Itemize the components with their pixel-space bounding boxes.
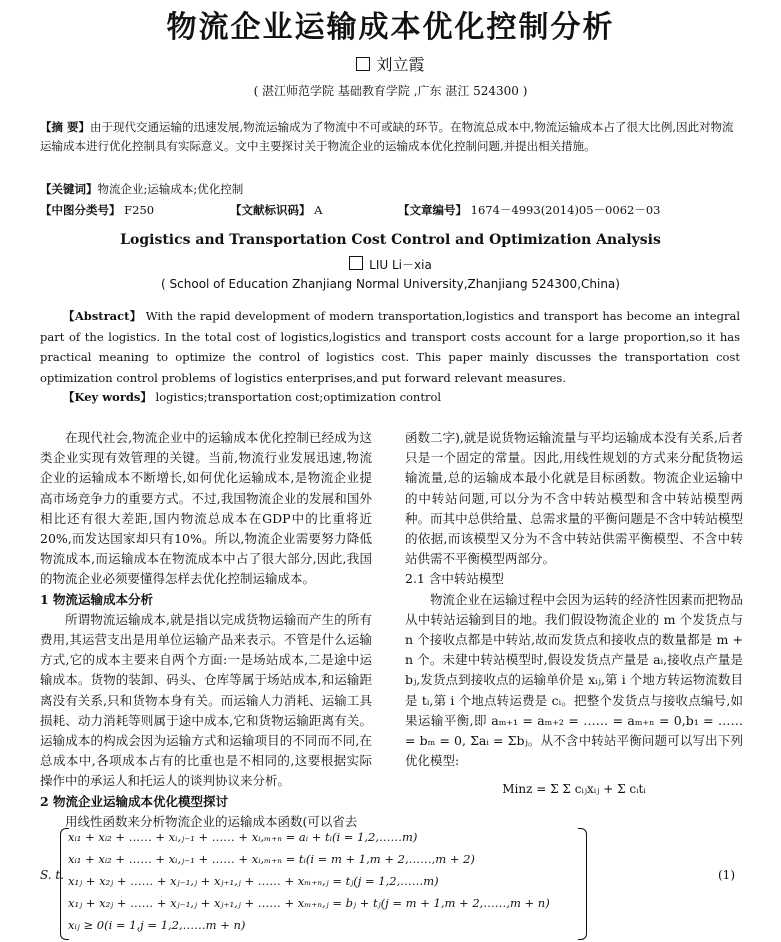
constraint-line: x₁ⱼ + x₂ⱼ + …… + xⱼ₋₁,ⱼ + xⱼ₊₁,ⱼ + …… + xₘ₊ₙ,ⱼ = bⱼ + tⱼ(j = m + 1,m + 2,……,m + n) bbox=[68, 896, 550, 910]
clc-label: 【中图分类号】 bbox=[40, 203, 121, 217]
paper-title: 物流企业运输成本优化控制分析 bbox=[166, 10, 615, 45]
affiliation: ( 湛江师范学院 基础教育学院 ,广东 湛江 524300 ) bbox=[253, 84, 528, 98]
english-author: LIU Li－xia bbox=[369, 258, 432, 272]
keywords-en-text: logistics;transportation cost;optimization control bbox=[155, 390, 442, 404]
article-no-label: 【文章编号】 bbox=[398, 203, 467, 217]
constraint-line: xᵢ₁ + xᵢ₂ + …… + xᵢ,ⱼ₋₁ + …… + xᵢ,ₘ₊ₙ = aᵢ + tᵢ(i = 1,2,……m) bbox=[68, 830, 418, 844]
doc-code-value: A bbox=[314, 203, 323, 217]
right-brace bbox=[578, 828, 587, 940]
constraint-line: xᵢ₁ + xᵢ₂ + …… + xᵢ,ⱼ₋₁ + …… + xᵢ,ₘ₊ₙ = tᵢ(i = m + 1,m + 2,……,m + 2) bbox=[68, 852, 475, 866]
constraint-line: xᵢⱼ ≥ 0(i = 1,j = 1,2,……m + n) bbox=[68, 918, 246, 932]
article-no-value: 1674－4993(2014)05－0062－03 bbox=[470, 203, 661, 217]
classification-row bbox=[40, 202, 740, 218]
keywords-en bbox=[40, 388, 740, 407]
abstract-en-label: 【Abstract】 bbox=[63, 309, 142, 323]
article-no-field bbox=[398, 202, 660, 218]
clc-value: F250 bbox=[124, 203, 155, 217]
english-title: Logistics and Transportation Cost Control and Optimization Analysis bbox=[120, 232, 661, 248]
section-2-heading: 2 物流企业运输成本优化模型探讨 bbox=[40, 793, 229, 809]
abstract-en-text: With the rapid development of modern transportation,logistics and transport has become an integral part of the logistics. In the total cost of logistics,logistics and transport costs account for a large proportion,so it has practical meaning to optimize the control of logistics cost. This paper mainly discusses the transportation cost optimization control problems of logistics enterprises,and put forward relevant measures. bbox=[40, 309, 740, 385]
english-author-line bbox=[0, 256, 781, 273]
clc-field bbox=[40, 202, 230, 218]
intro-paragraph: 在现代社会,物流企业中的运输成本优化控制已经成为这类企业实现有效管理的关键。当前,物流行业发展迅速,物流企业的运输成本不断增长,如何优化运输成本,是物流企业提高市场竞争力的重要方式。不过,我国物流企业的发展和国外相比还有很大差距,国内物流总成本在GDP中的比重将近20%,而发达国家却只有10%。所以,物流企业需要努力降低物流成本,而运输成本在物流成本中占了很大部分,因此,我国的物流企业必须要懂得怎样去优化控制运输成本。 bbox=[40, 430, 372, 587]
author-marker-box bbox=[356, 57, 370, 71]
abstract-cn-label: 【摘 要】 bbox=[40, 120, 91, 134]
keywords-cn bbox=[40, 180, 740, 199]
continued-paragraph: 函数二字),就是说货物运输流量与平均运输成本没有关系,后者只是一个固定的常量。因此,用线性规划的方式来分配货物运输流量,总的运输成本最小化就是目标函数。物流企业运输中的中转站问题,可以分为不含中转站模型和含中转站模型两种。而其中总供给量、总需求量的平衡问题是不含中转站模型的依据,而该模型又分为不含中转站供需平衡模型、不含中转站供需不平衡模型两部分。 bbox=[405, 430, 743, 567]
section-2-1-paragraph: 物流企业在运输过程中会因为运转的经济性因素而把物品从中转站运输到目的地。我们假设物流企业的 m 个发货点与 n 个接收点都是中转站,故而发货点和接收点的数量都是 m + n 个。未建中转站模型时,假设发货点产量是 aᵢ,接收点产量是 bⱼ,发货点到接收点的运输单价是 xᵢⱼ,第 i 个地方转运物流数目是 tᵢ,第 i 个地点转运费是 cᵢ。把整个发货点与接收点编号,如果运输平衡,即 aₘ₊₁ = aₘ₊₂ = …… = aₘ₊ₙ = 0,b₁ = …… = bₘ = 0, Σaᵢ = Σbⱼ。从不含中转站平衡问题可以写出下列优化模型: bbox=[405, 591, 743, 769]
doc-code-field bbox=[230, 202, 398, 218]
english-affiliation: ( School of Education Zhanjiang Normal University,Zhanjiang 524300,China) bbox=[161, 277, 620, 291]
equation-number: (1) bbox=[718, 868, 735, 882]
constraint-system bbox=[68, 826, 550, 936]
english-author-marker-box bbox=[349, 256, 363, 270]
section-1-paragraph: 所谓物流运输成本,就是指以完成货物运输而产生的所有费用,其运营支出是用单位运输产品来表示。不管是什么运输方式,它的成本主要来自两个方面:一是场站成本,二是途中运输成本。货物的装卸、码头、仓库等属于场站成本,和运输距离没有关系,只和货物本身有关。而运输人力消耗、运输工具损耗、动力消耗等则属于途中成本,它和货物运输距离有关。运输成本的构成会因为运输方式和运输项目的不同而不同,在总成本中,各项成本占有的比重也是不相同的,这要根据实际操作中的承运人和托运人的谈判协议来分析。 bbox=[40, 611, 372, 789]
abstract-cn bbox=[40, 118, 740, 156]
section-2-paragraph-start: 用线性函数来分析物流企业的运输成本函数(可以省去 bbox=[65, 813, 358, 829]
body-left-column bbox=[40, 428, 372, 832]
author-name: 刘立霞 bbox=[376, 55, 425, 74]
keywords-cn-label: 【关键词】 bbox=[40, 182, 98, 196]
author-line bbox=[0, 52, 781, 75]
st-label: S. t. bbox=[40, 868, 65, 882]
objective-function: Minz = Σ Σ cᵢⱼxᵢⱼ + Σ cᵢtᵢ bbox=[502, 782, 646, 797]
keywords-cn-text: 物流企业;运输成本;优化控制 bbox=[97, 182, 244, 196]
abstract-en bbox=[40, 306, 740, 388]
abstract-cn-text: 由于现代交通运输的迅速发展,物流运输成为了物流中不可或缺的环节。在物流总成本中,物流运输成本占了很大比例,因此对物流运输成本进行优化控制具有实际意义。文中主要探讨关于物流企业的运输成本优化控制问题,并提出相关措施。 bbox=[40, 120, 734, 153]
constraint-line: x₁ⱼ + x₂ⱼ + …… + xⱼ₋₁,ⱼ + xⱼ₊₁,ⱼ + …… + xₘ₊ₙ,ⱼ = tⱼ(j = 1,2,……m) bbox=[68, 874, 439, 888]
keywords-en-label: 【Key words】 bbox=[63, 390, 152, 404]
section-2-1-heading: 2.1 含中转站模型 bbox=[405, 571, 504, 587]
body-right-column bbox=[405, 428, 743, 800]
section-1-heading: 1 物流运输成本分析 bbox=[40, 591, 154, 607]
doc-code-label: 【文献标识码】 bbox=[230, 203, 311, 217]
